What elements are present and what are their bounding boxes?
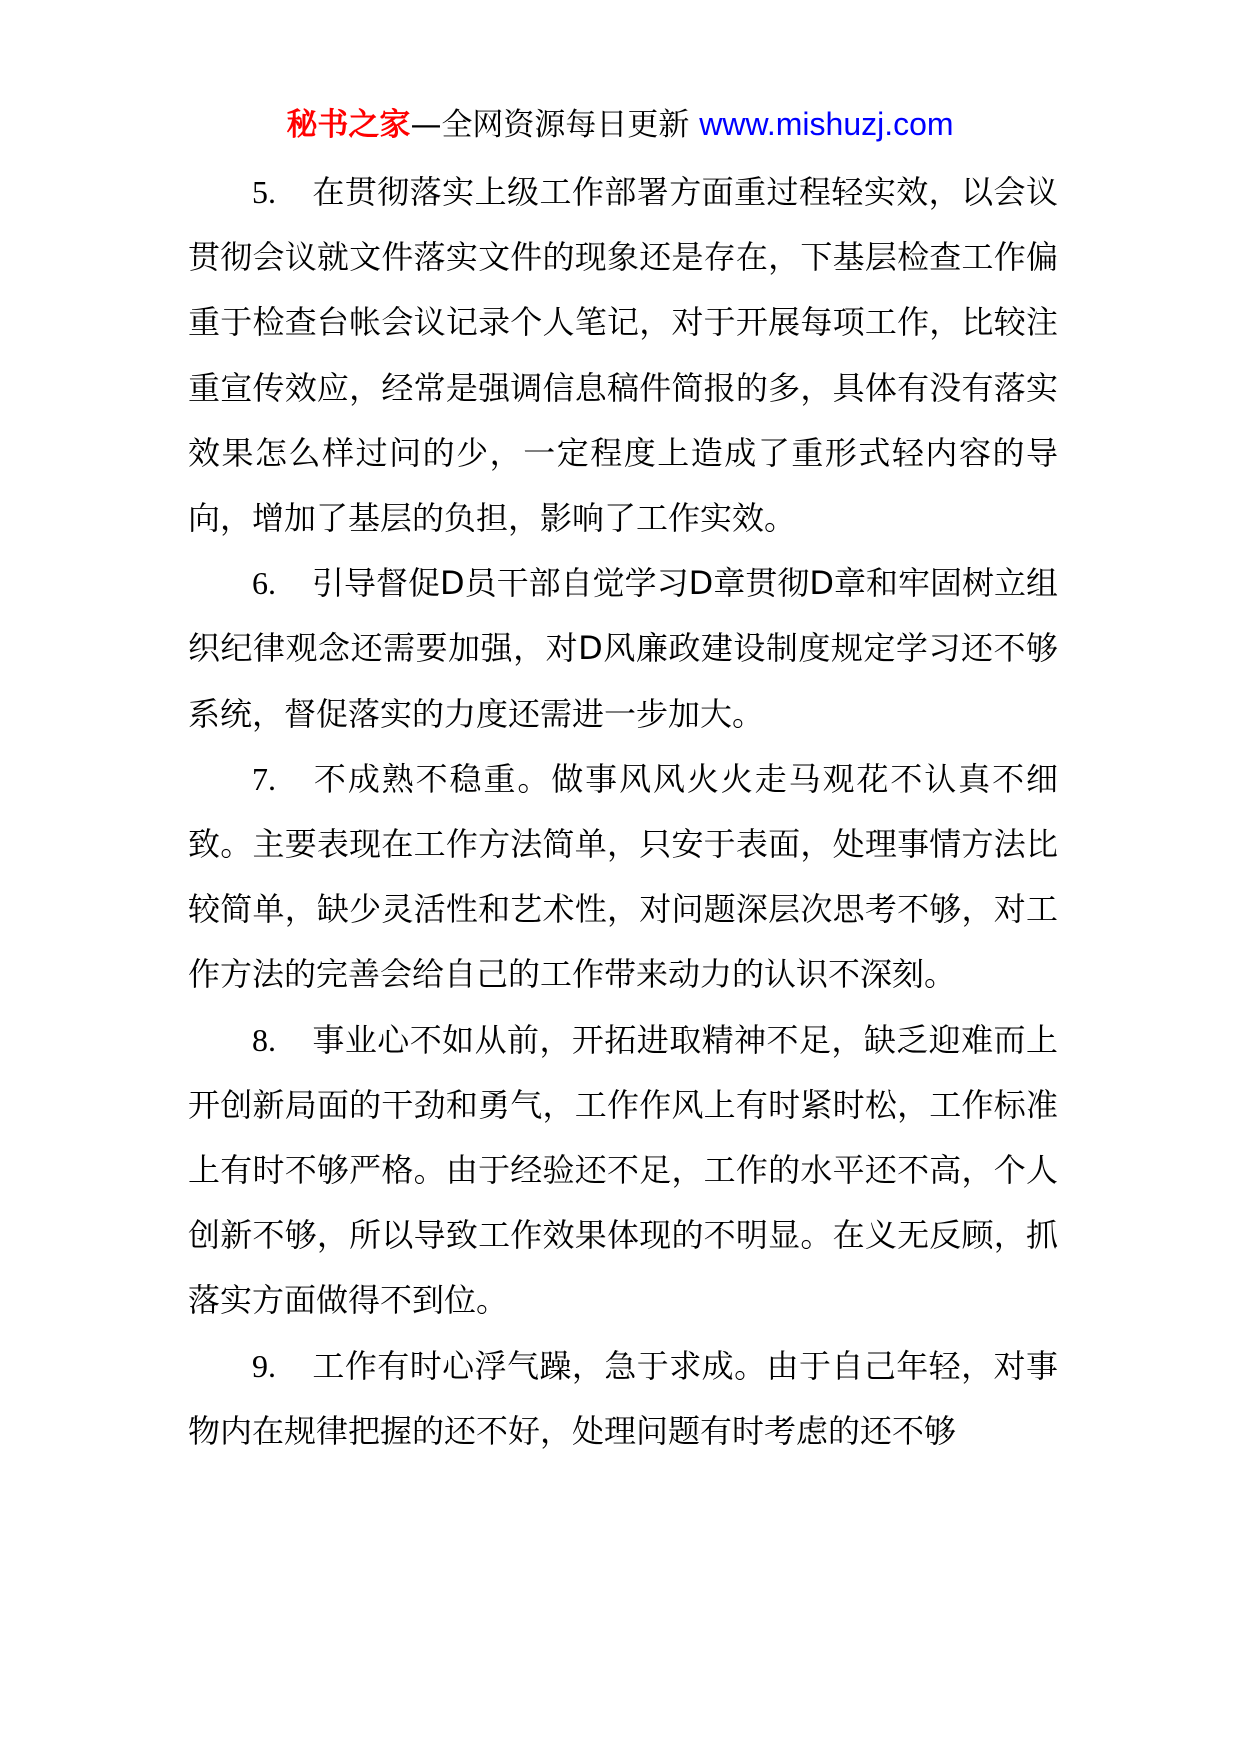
site-url-link[interactable]: www.mishuzj.com <box>699 106 954 142</box>
paragraph-number: 9. <box>252 1347 276 1384</box>
paragraph-9 <box>188 1334 1058 1464</box>
site-slogan: —全网资源每日更新 <box>410 107 690 143</box>
paragraph-text: 不成熟不稳重。做事风风火火走马观花不认真不细致。主要表现在工作方法简单，只安于表面，处理事情方法比较简单，缺少灵活性和艺术性，对问题深层次思考不够，对工作方法的完善会给自己的工作带来动力的认识不深刻。 <box>188 759 1058 994</box>
paragraph-7 <box>188 747 1058 1008</box>
document-body <box>188 160 1058 1464</box>
paragraph-text: 事业心不如从前，开拓进取精神不足，缺乏迎难而上开创新局面的干劲和勇气，工作作风上有时紧时松，工作标准上有时不够严格。由于经验还不足，工作的水平还不高，个人创新不够，所以导致工作效果体现的不明显。在义无反顾，抓落实方面做得不到位。 <box>188 1020 1058 1320</box>
paragraph-5 <box>188 160 1058 551</box>
paragraph-number: 8. <box>252 1021 276 1058</box>
paragraph-text: 在贯彻落实上级工作部署方面重过程轻实效，以会议贯彻会议就文件落实文件的现象还是存在，下基层检查工作偏重于检查台帐会议记录个人笔记，对于开展每项工作，比较注重宣传效应，经常是强调信息稿件简报的多，具体有没有落实效果怎么样过问的少，一定程度上造成了重形式轻内容的导向，增加了基层的负担，影响了工作实效。 <box>188 173 1058 538</box>
paragraph-text: 工作有时心浮气躁，急于求成。由于自己年轻，对事物内在规律把握的还不好，处理问题有时考虑的还不够 <box>188 1346 1058 1450</box>
paragraph-6 <box>188 551 1058 747</box>
paragraph-8 <box>188 1008 1058 1334</box>
paragraph-number: 6. <box>252 565 276 602</box>
paragraph-text: 引导督促D员干部自觉学习D章贯彻D章和牢固树立组织纪律观念还需要加强，对D风廉政建设制度规定学习还不够系统，督促落实的力度还需进一步加大。 <box>188 564 1058 733</box>
paragraph-number: 7. <box>252 760 276 797</box>
paragraph-number: 5. <box>252 174 276 210</box>
site-brand: 秘书之家 <box>286 107 411 143</box>
site-header <box>0 100 1240 149</box>
